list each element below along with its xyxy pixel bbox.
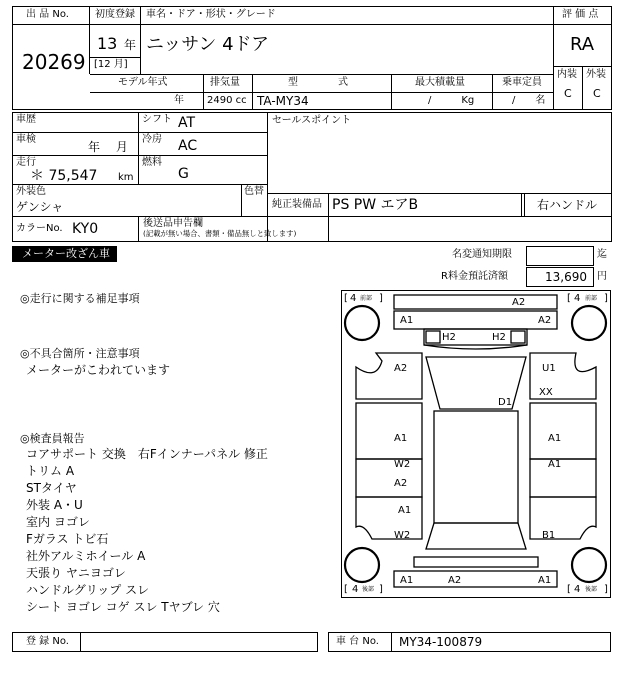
- front-bumper: [394, 295, 557, 309]
- year-unit: 年: [124, 38, 137, 52]
- max-load-value: / Kg: [428, 95, 475, 106]
- mark-trunk-left: A1: [400, 575, 414, 586]
- color-no-value: KY0: [72, 221, 99, 237]
- driving-notes-title: ◎走行に関する補足事項: [20, 292, 140, 305]
- inspector-item: 社外アルミホイール A: [26, 549, 146, 563]
- type-label: 型 式: [288, 77, 348, 88]
- mark-front-door-right: A1: [548, 433, 562, 444]
- interior-label: 内装: [557, 69, 577, 80]
- trunk: [414, 557, 538, 567]
- mark-rear-door-right: A1: [548, 459, 562, 470]
- tire-rear-right: [572, 548, 606, 582]
- inspector-item: Fガラス トビ石: [26, 532, 109, 546]
- svg-text:[: [: [567, 293, 571, 304]
- change-deadline-unit: 迄: [597, 249, 607, 260]
- svg-text:[: [: [567, 584, 571, 595]
- color-no-label: カラーNo.: [16, 223, 63, 234]
- front-fender-left: [356, 353, 422, 399]
- mark-hood-right: A2: [538, 315, 552, 326]
- mark-rear-door-left-1: W2: [394, 459, 411, 470]
- defects-text: メーターがこわれています: [26, 363, 171, 377]
- first-reg-label: 初度登録: [95, 9, 135, 20]
- inspector-item: トリム A: [26, 464, 75, 478]
- exterior-grade: C: [593, 87, 601, 100]
- corner-small-top-right: 前部: [585, 295, 598, 302]
- fuel-label: 燃料: [142, 157, 162, 168]
- tamper-badge-text: メーター改ざん車: [22, 247, 110, 260]
- corner-small-bottom-left: 後部: [362, 586, 375, 593]
- rear-fender-right: [530, 497, 596, 539]
- car-name: ニッサン 4ドア: [146, 34, 270, 55]
- mark-rear-door-left-2: A2: [394, 478, 408, 489]
- mark-front-fender-right: U1: [542, 363, 556, 374]
- rear-window: [426, 523, 526, 549]
- recycle-label: R料金預託済額: [441, 271, 508, 282]
- front-door-left: [356, 403, 422, 459]
- svg-text:]: ]: [604, 293, 608, 304]
- sales-point-label: セールスポイント: [272, 115, 352, 126]
- svg-text:]: ]: [604, 584, 608, 595]
- corner-mark-bottom-left-num: 4: [352, 584, 359, 595]
- aircon-label: 冷房: [142, 134, 162, 145]
- displacement-label: 排気量: [210, 77, 240, 88]
- lot-label: 出 品 No.: [26, 9, 69, 20]
- rear-door-left: [356, 459, 422, 497]
- recolor-label: 色替: [244, 186, 264, 197]
- equipment-value: PS PW エアB: [332, 197, 419, 213]
- svg-text:]: ]: [379, 293, 383, 304]
- mark-headlight-right: H2: [492, 332, 506, 343]
- tamper-badge: [12, 246, 117, 262]
- inspector-item: 天張り ヤニヨゴレ: [26, 566, 126, 580]
- tire-front-right: [572, 306, 606, 340]
- mark-rear-fender-right: B1: [542, 530, 556, 541]
- svg-text:[: [: [344, 584, 348, 595]
- inspector-item: コアサポート 交換 右Fインナーパネル 修正: [26, 447, 268, 461]
- model-year-unit: 年: [174, 95, 184, 106]
- defects-title: ◎不具合箇所・注意事項: [20, 347, 140, 360]
- tire-rear-left: [345, 548, 379, 582]
- shift-value: AT: [178, 115, 196, 131]
- max-load-label: 最大積載量: [415, 77, 465, 88]
- mark-rear-fender-left-1: A1: [398, 505, 412, 516]
- steering-value: 右ハンドル: [537, 198, 598, 212]
- color-value: ゲンシャ: [16, 200, 64, 214]
- inspector-item: シート ヨゴレ コゲ スレ Tヤブレ 穴: [26, 600, 220, 614]
- history-label: 車歴: [16, 114, 36, 125]
- fuel-value: G: [178, 166, 189, 182]
- capacity-value: / 名: [512, 95, 546, 106]
- rear-fender-left: [356, 497, 422, 539]
- rear-bumper: [394, 571, 557, 587]
- shift-label: シフト: [142, 114, 172, 125]
- interior-grade: C: [564, 87, 572, 100]
- inspector-item: STタイヤ: [26, 481, 77, 495]
- mark-hood-left: A1: [400, 315, 414, 326]
- grade-value: RA: [570, 34, 595, 55]
- type-value: TA-MY34: [257, 94, 309, 108]
- mileage-value: ＊ 75,547: [30, 168, 98, 184]
- corner-small-top-left: 前部: [360, 295, 373, 302]
- capacity-label: 乗車定員: [502, 77, 542, 88]
- mark-rear-bumper-right: A1: [538, 575, 552, 586]
- mark-front-door-left: A1: [394, 433, 408, 444]
- inspection-label: 車検: [16, 134, 36, 145]
- corner-mark-top-left-num: 4: [350, 293, 357, 304]
- grade-label: 評 価 点: [562, 9, 599, 20]
- first-reg-month: [12 月]: [94, 59, 128, 70]
- change-deadline-box: [526, 246, 594, 266]
- corner-mark-top-left: [: [344, 293, 348, 304]
- mark-rear-fender-left-2: W2: [394, 530, 411, 541]
- mark-headlight-left: H2: [442, 332, 456, 343]
- inspection-value: 年 月: [88, 140, 128, 154]
- inspector-title: ◎検査員報告: [20, 432, 85, 445]
- corner-mark-top-right-num: 4: [574, 293, 581, 304]
- damage-diagram: [341, 290, 611, 598]
- reg-no-label: 登 録 No.: [26, 636, 69, 647]
- rear-door-right: [530, 459, 596, 497]
- roof: [434, 411, 518, 523]
- aftermarket-note: (記載が無い場合、書類・備品無しと致します): [143, 230, 297, 239]
- aftermarket-label: 後送品申告欄: [143, 218, 203, 229]
- mark-fender-right-extra: XX: [539, 387, 553, 398]
- chassis-value: MY34-100879: [399, 635, 483, 649]
- inspector-item: 外装 A・U: [26, 498, 83, 512]
- car-name-label: 車名・ドア・形状・グレード: [146, 9, 276, 20]
- exterior-label: 外装: [586, 69, 606, 80]
- inspector-item: 室内 ヨゴレ: [26, 515, 90, 529]
- change-deadline-label: 名変通知期限: [452, 249, 512, 260]
- corner-mark-bottom-right-num: 4: [574, 584, 581, 595]
- displacement-value: 2490 cc: [207, 95, 247, 106]
- mark-bumper-front: A2: [512, 297, 526, 308]
- color-label: 外装色: [16, 186, 46, 197]
- first-reg-year: 13: [97, 34, 118, 53]
- recycle-unit: 円: [597, 271, 607, 282]
- mark-trunk-right: A2: [448, 575, 462, 586]
- mileage-unit: km: [118, 172, 134, 183]
- chassis-label: 車 台 No.: [336, 636, 379, 647]
- aircon-value: AC: [178, 138, 198, 154]
- tire-front-left: [345, 306, 379, 340]
- svg-text:]: ]: [379, 584, 383, 595]
- equipment-label: 純正装備品: [272, 199, 322, 210]
- car-outline-svg: [342, 291, 610, 597]
- corner-small-bottom-right: 後部: [585, 586, 598, 593]
- lot-number: 20269: [22, 50, 86, 74]
- hood: [394, 311, 557, 329]
- mileage-label: 走行: [16, 157, 36, 168]
- recycle-value: 13,690: [545, 270, 587, 284]
- mark-windshield: D1: [498, 397, 513, 408]
- inspector-item: ハンドルグリップ スレ: [26, 583, 150, 597]
- front-door-right: [530, 403, 596, 459]
- model-year-label: モデル年式: [118, 77, 168, 88]
- mark-front-fender-left: A2: [394, 363, 408, 374]
- remarks-panel: [12, 288, 334, 628]
